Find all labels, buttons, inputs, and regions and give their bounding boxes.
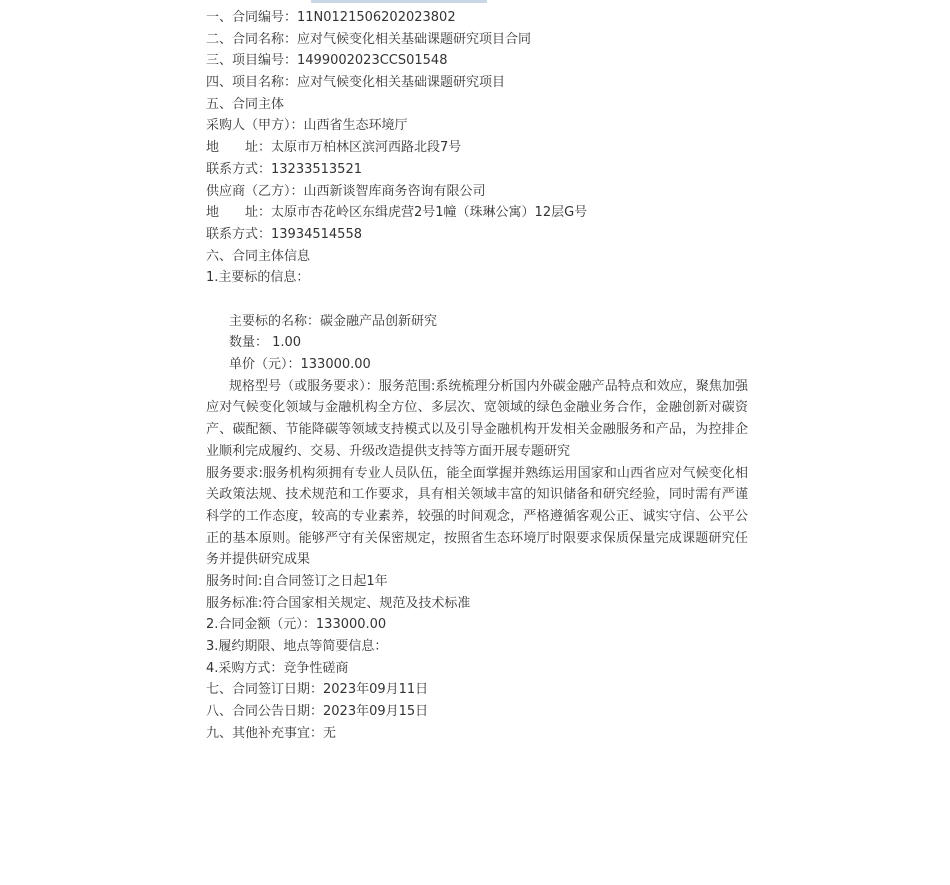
contract-number: 一、合同编号：11N0121506202023802 bbox=[206, 10, 456, 25]
contract-name: 二、合同名称：应对气候变化相关基础课题研究项目合同 bbox=[206, 31, 532, 47]
announce-date: 八、合同公告日期：2023年09月15日 bbox=[206, 704, 429, 720]
sign-date: 七、合同签订日期：2023年09月11日 bbox=[206, 682, 429, 698]
procurement-method: 4.采购方式：竞争性磋商 bbox=[206, 660, 349, 676]
service-standard: 服务标准:符合国家相关规定、规范及技术标准 bbox=[206, 595, 471, 611]
item-unit-price: 单价（元）：133000.00 bbox=[229, 357, 371, 372]
buyer-contact: 联系方式：13233513521 bbox=[206, 161, 362, 177]
item-quantity: 数量： 1.00 bbox=[229, 335, 302, 351]
contract-amount: 2.合同金额（元）：133000.00 bbox=[206, 617, 387, 633]
service-requirements: 服务要求:服务机构须拥有专业人员队伍，能全面掌握并熟练运用国家和山西省应对气候变化相关政策法规、技术规范和工作要求，具有相关领域丰富的知识储备和研究经验，同时需有严谨科学的工作态度，较高的专业素养，较强的时间观念，严格遵循客观公正、诚实守信、公平公正的基本原则。能够严守有关保密规定，按照省生态环境厅时限要求保质保量完成课题研究任务并提供研究成果 bbox=[206, 465, 748, 568]
info-heading: 六、合同主体信息 bbox=[206, 248, 311, 264]
buyer-address: 地 址：太原市万柏林区滨河西路北段7号 bbox=[206, 140, 462, 156]
spec-paragraph: 规格型号（或服务要求）：服务范围:系统梳理分析国内外碳金融产品特点和效应，聚焦加强应对气候变化领域与金融机构全方位、多层次、宽领域的绿色金融业务合作，金融创新对碳资产、碳配额、节能降碳等领域支持模式以及引导金融机构开发相关金融服务和产品，为控排企业顺利完成履约、交易、升级改造提供支持等方面开展专题研究 bbox=[206, 378, 748, 459]
parties-heading: 五、合同主体 bbox=[206, 96, 285, 112]
supplier-address: 地 址：太原市杏花岭区东缉虎营2号1幢（珠琳公寓）12层G号 bbox=[206, 205, 588, 221]
project-name: 四、项目名称：应对气候变化相关基础课题研究项目 bbox=[206, 75, 506, 91]
supplier: 供应商（乙方）：山西新谈智库商务咨询有限公司 bbox=[206, 183, 486, 199]
performance-info: 3.履约期限、地点等简要信息： bbox=[206, 639, 388, 655]
item-name: 主要标的名称：碳金融产品创新研究 bbox=[229, 313, 438, 329]
buyer: 采购人（甲方）：山西省生态环境厅 bbox=[206, 118, 408, 134]
supplier-contact: 联系方式：13934514558 bbox=[206, 226, 362, 242]
blank-line bbox=[206, 289, 748, 311]
main-subject-label: 1.主要标的信息： bbox=[206, 270, 310, 286]
contract-document bbox=[206, 7, 748, 745]
project-number: 三、项目编号：1499002023CCS01548 bbox=[206, 53, 448, 69]
other-matters: 九、其他补充事宜：无 bbox=[206, 725, 337, 741]
top-divider bbox=[311, 0, 487, 3]
service-time: 服务时间:自合同签订之日起1年 bbox=[206, 574, 388, 590]
